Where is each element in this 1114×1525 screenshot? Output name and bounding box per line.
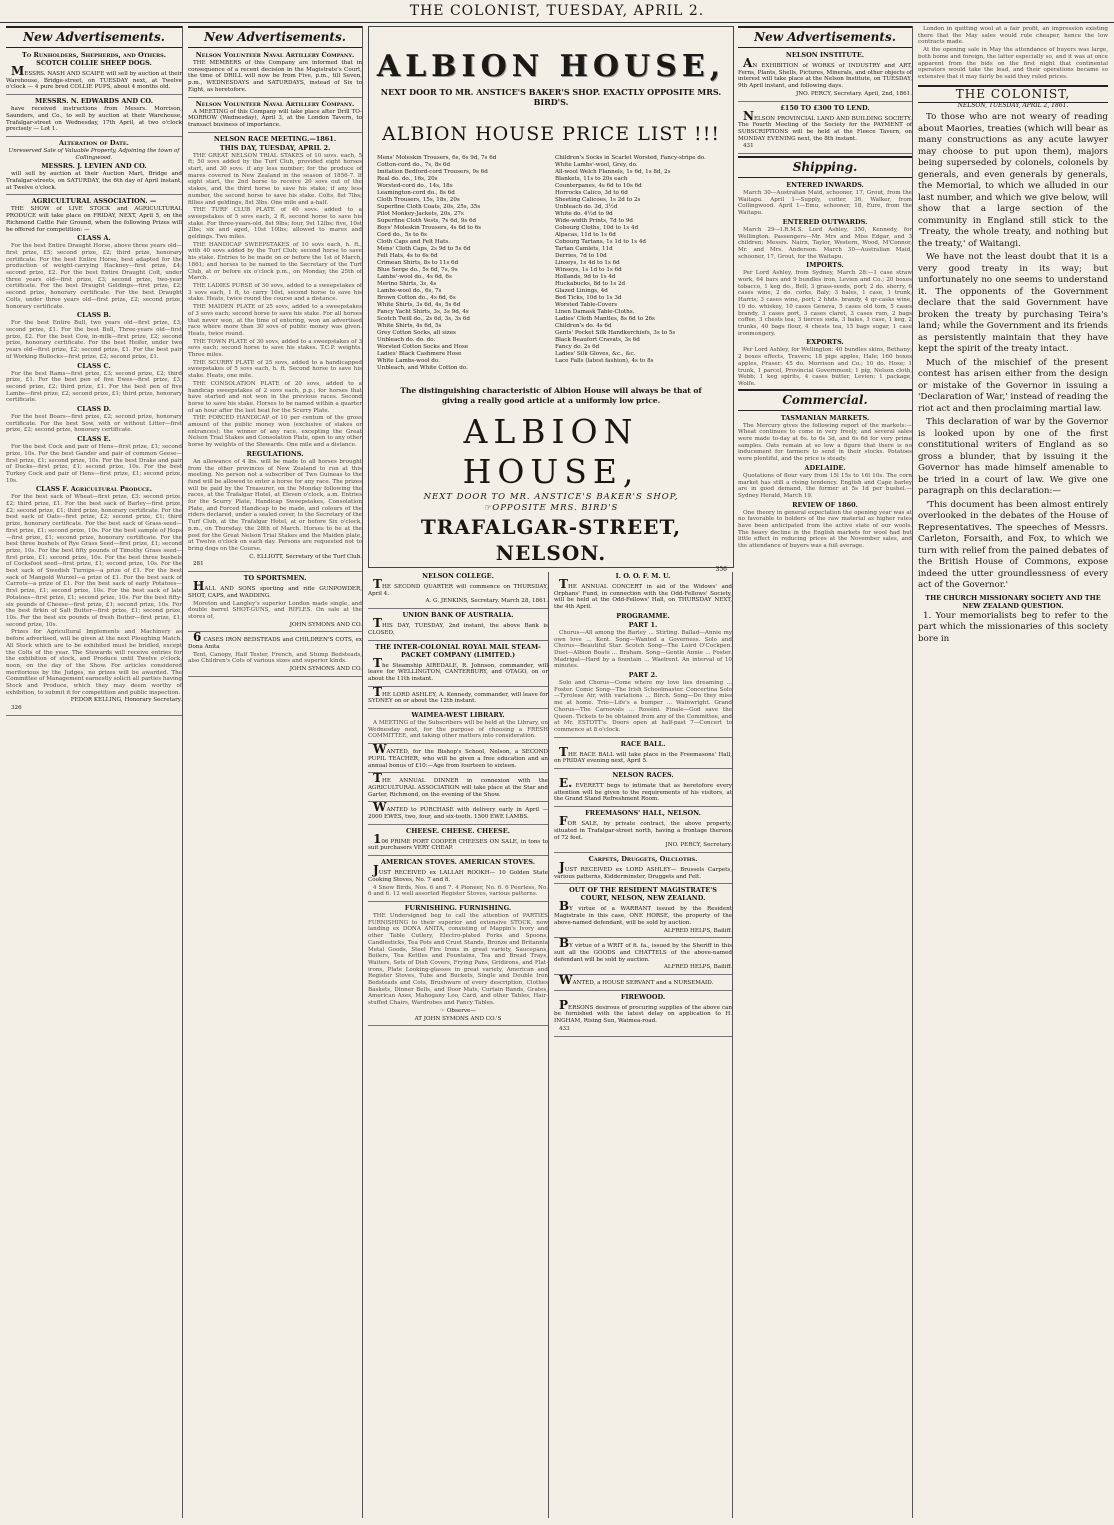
signature: ALFRED HELPS, Bailiff. <box>663 927 732 934</box>
price-list-item: Worsted Table-Covers <box>555 302 618 308</box>
signature: A. G. JENKINS, Secretary. March 28, 1861. <box>425 598 548 605</box>
race-ball-ad <box>554 740 732 769</box>
ewes-ad <box>368 800 548 824</box>
ad-heading: Nelson Volunteer Naval Artillery Company. <box>195 51 355 59</box>
filler-text: Per Lord Ashley, from Sydney, March 28:—1 case straw work, 64 bars and 9 bundles iron, Levien and Co.; 20 boxes tobacco, 1 keg do., Bell; 3 grass-seeds, port; 2 do. sherry, 6 cases wine, 2 do. corks, Baly; 3 bales, 1 case, 1 trunk, Harris; 3 cases wine, port; 2 hhds. brandy, 4 qr-casks wine, 10 do. whiskey, 10 cases Geneva, 5 cases old tom, 5 cases brandy, 3 cases port, 3 cases claret, 3 cases rum, 2 bags coffee, 3 chests tea; 3 tierces soda, 3 bales, 1 case, 1 keg, 2 trunks, 40 bags flour, 4 chests tea, 15 bags sugar, 1 case ironmongery. <box>738 270 912 337</box>
price-list-item: Cobourg Tartans, 1s 1d to 1s 4d <box>555 239 647 245</box>
ad-heading: Alteration of Date. <box>59 138 129 147</box>
pointing-hand-icon: ☞ <box>483 503 493 513</box>
filler-text: Moreton and Langley's superior London made single, and double barrel SHOT-GUNS, and RIFLES. On sale at the stores of, <box>188 600 362 620</box>
ad-body: NELSON PROVINCIAL LAND AND BUILDING SOCIETY. The Fourth Meeting of the Society for the PAYMENT of SUBSCRIPTIONS will be held at the Fleece Tavern, on MONDAY EVENING next, the 8th instant. <box>738 108 912 142</box>
part-heading: PART 2. <box>628 671 658 680</box>
price-list-item: Glazed Linings, 4d <box>555 288 608 294</box>
observe-note: ☞ Observe— <box>440 1007 476 1014</box>
imports-heading: IMPORTS. <box>806 261 844 270</box>
filler-text: THE TURF CLUB PLATE of 40 sovs. added to a sweepstakes of 5 sovs each, 2 ft, second horse to save his stake. For three-years-old, 8st 9lbs; four, 9st 12lbs; five, 10st 2lbs; six and aged, 10st 10lbs; allowed to mares and geldings. Two miles. <box>188 207 362 241</box>
signature: ALFRED HELPS, Bailiff. <box>663 964 732 971</box>
ad-body: E. EVERETT begs to intimate that as heretofore every attention will be given to the requirements of his visitors, at the Grand Stand Refreshment Room. <box>554 776 732 803</box>
price-list-item: Alpacas, 11d to 1s 6d <box>555 232 616 238</box>
commercial-header: Commercial. <box>738 389 912 411</box>
filler-text: A MEETING of the Subscribers will be held at the Library, on Wednesday next, for the purpose of choosing a FRESH COMMITTEE, and taking other matters into consideration. <box>368 720 548 740</box>
albion-street: TRAFALGAR-STREET, NELSON. <box>420 515 682 565</box>
nelson-races-ad <box>554 771 732 807</box>
signature: FEDOR KELLING, Honorary Secretary. <box>70 697 182 704</box>
price-list-item: Fancy Yacht Shirts, 3s, 3s 9d, 4s <box>377 309 469 315</box>
ad-number: 431 <box>743 143 754 150</box>
price-list-item: Mens' Cloth Caps, 2s 9d to 5s 6d <box>377 246 471 252</box>
ad-body: JUST RECEIVED ex LALLAH ROOKH— 10 Golden State Cooking Stoves, No. 7 and 8. <box>368 863 548 883</box>
ad-body: PERSONS desirous of procuring supplies of the above can be furnished with the latest delay on application to H. INGHAM, Rising Sun, Waimea-road. <box>554 997 732 1025</box>
editorial-paragraph: This declaration of war by the Governor is looked upon by one of the first constitutional writers of England as so gross a blunder, that by issuing it the Governor has made himself amenable to be tried in a court of law. We give one paragraph on this declaration:— <box>918 417 1108 497</box>
price-list-item: Blankets, 11s to 20s each <box>555 176 628 182</box>
ad-body: THE ANNUAL DINNER in connexion with the AGRICULTURAL ASSOCIATION will take place at the Star and Garter, Richmond, on the evening of the Show. <box>368 771 548 798</box>
price-list-item: Brown Cotton do., 4s 6d, 6s <box>377 295 456 301</box>
filler-text: For the best Entire Draught Horse, above three years old—first prize, £5; second prize, £2; third prize, honorary certificate. For the best Entire Horse, best adapted for the production of weight-carrying Hackney—first prize, £4; second prize, £2. For the best Entire Draught Colt, under three years old—first prize, £3; second prize, two-year certificate. For the best Draught Geldings—first prize, £2; second prize, honorary certificate. For the best Draught Colts, under three years old—first prize, £2; second prize, honorary certificate. <box>6 243 182 310</box>
filler-text: Prizes for Agricultural Implements and Machinery as before advertised, will be given at the next Ploughing Match. All Stock which are to be exhibited must be bridled, except the Colts of the year. The Stewards will receive entries for the exhibition of stock, and Produce until Twelve o'clock, noon, on the day of the Show. For articles considered meritorious by the Judges, no prizes will be awarded. The Committee of Management earnestly solicit all parties having Stock and Produce, which they may deem worthy of exhibition, to submit it for competition and public inspection. <box>6 629 182 696</box>
filler-text: For the best sack of Wheat—first prize, £3; second prize, £2; third prize, £1. For the best sack of Barley—first prize, £2; second prize, £1; third prize, honorary certificate. For the best sack of Oats—first prize, £2; second prize, £1; third prize, honorary certificate. For the best sack of Grass-seed—first prize, £1; second prize, 10s. For the best sample of Hops—first prize, £1; second prize, honorary certificate. For the best three bushels of Rye Grass Seed—first prize, £1; second prize, 10s. For the best fifty pounds of Timothy Grass seed—first prize, £1; second prize, 10s. For the best three bushels of Cocksfoot seed—first prize, £1; second prize, 10s. For the best sack of Swedish Turnips—a prize of £1. For the best sack of Mangold Wurzel—a prize of £1. For the best sack of Carrots—a prize of £1. For the best sack of early Potatoes—first prize, £1; second prize, 10s. For the best sack of late Potatoes—first prize, £1; second prize, 10s. For the best fifty-six pounds of Cheese—first prize, £1; second prize, 10s. For the best firkin of Salt Butter—first prize, £1; second prize, 10s. For the best six pounds of fresh Butter—first prize, £1; second prize, 10s. <box>6 494 182 628</box>
signature: JOHN SYMONS AND CO. <box>289 621 362 628</box>
loan-ad <box>738 104 912 155</box>
price-list-item: Lace Falls (latest fashion), 4s to 8s <box>555 358 654 364</box>
furnishing-ad <box>368 904 548 1026</box>
steam-packet-ad <box>368 643 548 687</box>
shipping-header: Shipping. <box>738 156 912 178</box>
ad-body: THE RACE BALL will take place in the Freemasons' Hall, on FRIDAY evening next, April 5. <box>554 744 732 765</box>
price-list-item: Lambs-wool do., 6s, 7s <box>377 288 442 294</box>
writ-ad <box>554 936 732 975</box>
price-list-item: White do. 4½d to 9d <box>555 211 613 217</box>
signature: JNO. PERCY, Secretary. April, 2nd, 1861. <box>795 90 912 97</box>
class-heading: CLASS B. <box>76 311 112 320</box>
price-list-item: Bed Ticks, 10d to 1s 3d <box>555 295 622 301</box>
ad-heading: AGRICULTURAL ASSOCIATION. — <box>31 197 157 206</box>
column-5 <box>738 26 913 1518</box>
filler-text: THE GREAT NELSON TRIAL STAKES of 10 sovs. each, 5 ft; 50 sovs added by the Turf Club, provided eight horses start, and 30 sovs. if any less number; for the produce of mares covered in New Zealand in the season of 1856-7. If eight start, the 2nd horse to receive 20 sovs out of the stakes, and the third horse to save his stake; if any less number, the second horse to save his stake. Colts, 8st 7lbs; fillies and geldings, 8st 3lbs. One mile and a-half. <box>188 152 362 206</box>
sportsmen-ad <box>188 574 362 632</box>
price-list-item: Derries, 7d to 10d <box>555 253 607 259</box>
regulations-heading: REGULATIONS. <box>246 449 304 458</box>
ad-heading: OUT OF THE RESIDENT MAGISTRATE'S COURT, NELSON, NEW ZEALAND. <box>569 886 717 903</box>
price-list-item: Cloth Trousers, 15s, 18s, 20s <box>377 197 460 203</box>
institute-ad <box>738 51 912 102</box>
filler-text: For the best Cock and pair of Hens—first prize, £1; second prize, 10s. For the best Gander and pair of common Geese—first prize, £1; second prize, 10s. For the best Drake and pair of Ducks—first prize, £1; second prize, 10s. For the best Turkey Cock and pair of Hens—first prize, £1; second prize, 10s. <box>6 444 182 484</box>
price-list-item: Worsted-cord do., 14s, 18s <box>377 183 453 189</box>
column-1 <box>6 26 183 1518</box>
court-ad <box>554 886 732 938</box>
price-list-left <box>377 155 547 372</box>
ad-body: WANTED to PURCHASE with delivery early in April — 2000 EWES, two, four, and six-tooth. 1500 EWE LAMBS. <box>368 800 548 821</box>
pointing-hand-icon: ☞ <box>440 1007 446 1014</box>
tasmanian-heading: TASMANIAN MARKETS. <box>780 413 870 422</box>
ad-number: 356 <box>715 566 727 573</box>
filler-text: 4 Snow Birds, Nos. 6 and 7. 4 Pioneer, No. 6. 6 Peerless, No. 6 and 6. 12 well assorted Register Stoves, various patterns. <box>368 884 548 898</box>
naval-drill-ad <box>188 51 362 98</box>
price-list-item: Black Beaufort Cravats, 3s 6d <box>555 337 640 343</box>
stoves-ad <box>368 858 548 902</box>
ad-body: WANTED, for the Bishop's School, Nelson, a SECOND PUPIL TEACHER, who will be given a free education and an annual bonus of £10:—Age from fourteen to sixteen. <box>368 742 548 769</box>
albion-location: NEXT DOOR TO MR. ANSTICE'S BAKER'S SHOP. EXACTLY OPPOSITE MRS. BIRD'S. <box>380 87 722 107</box>
ad-heading: RACE BALL. <box>620 739 666 748</box>
price-list-item: Pilot Monkey-Jackets, 20s, 27s <box>377 211 464 217</box>
price-list-item: Wide-width Prints, 7d to 9d <box>555 218 633 224</box>
ad-heading: NELSON RACES. <box>612 771 674 780</box>
ad-heading: NELSON COLLEGE. <box>422 572 494 580</box>
price-list-item: Horrocks Calico, 3d to 6d <box>555 190 628 196</box>
price-list-item: Leamington-cord do., 8s 6d <box>377 190 455 196</box>
price-list-item: Cobourg Cloths, 10d to 1s 4d <box>555 225 639 231</box>
filler-text: The Mercury gives the following report of the markets:— Wheat continues to come in very freely, and several sales were made to-day at 6s. to 6s 3d, and 6s 6d for very prime samples. Oats remain at so low a figure that there is no inducement for farmers to send in their stocks. Potatoes were plentiful, and the price is steady. <box>738 422 912 463</box>
ad-heading: MESSRS. J. LEVIEN AND CO. <box>41 162 147 171</box>
bedsteads-ad <box>188 630 362 677</box>
filler-text: March 29—I.R.M.S. Lord Ashley, 350, Kennedy, for Wellington. Passengers—Mr. Mrs and Miss Edgar, and 3 children; Messrs. Nairn, Taylor, Western, Wood, M'Connor, Mr. and Mrs. Anderson. March 30—Australian Maid, schooner, 17, Grout, for the Waitapu. <box>738 226 912 260</box>
ad-body: THE LORD ASHLEY, A. Kennedy, commander, will leave for SYDNEY on or about the 12th instant. <box>368 684 548 705</box>
ad-body: 6 CASES IRON BEDSTEADS and CHILDREN'S COTS, ex Dona Anita <box>188 630 362 651</box>
ad-heading: I. O. O. F. M. U. <box>615 572 671 580</box>
ad-body: FOR SALE, by private contract, the above property, situated in Trafalgar-street north, having a frontage thereon of 72 feet. <box>554 814 732 841</box>
price-list-item: Tartan Camlets, 11d <box>555 246 613 252</box>
review-heading: REVIEW OF 1860. <box>792 500 858 509</box>
price-list-item: Children's do. 4s 6d <box>555 323 612 329</box>
filler-text: For the best Rams—first prize, £3; second prize, £2; third prize, £1. For the best pen of five Ewes—first prize, £3; second prize, £2; third prize, £1. For the best pen of five Lambs—first prize, £2; second prize, £1; third prize, honorary certificate. <box>6 370 182 404</box>
filler-text: Chorus—All among the Barley ... Stirling. Ballad—Annie my own love ... Kent. Song—Wanted a Governess. Solo and Chorus—Beautiful Star. Scotch Song—The Laird O'Cockpen. Duet—Albion Boats ... Braham. Song—Gentle Annie ... Foster. Madrigal—Hard by a fountain ... Waelrent. An interval of 10 minutes. <box>554 629 732 670</box>
intro-text: London in quitting wool at a fair profit, an impression existing there that the May sales would rule cheaper, hence the low contracts made. <box>918 26 1108 46</box>
exports-heading: EXPORTS. <box>806 338 844 347</box>
concert-ad <box>554 572 732 738</box>
price-list-item: Cotton-cord do., 7s, 8s 6d <box>377 162 451 168</box>
memorial-heading: THE CHURCH MISSIONARY SOCIETY AND THE NEW ZEALAND QUESTION. <box>925 593 1101 610</box>
price-list-item: White Shirts, 3s 6d, 4s, 5s 6d <box>377 302 461 308</box>
ad-body: BY virtue of a WARRANT issued by the Resident Magistrate in this case, ONE HORSE, the property of the above-named defendant, will be sold by auction. <box>554 899 732 926</box>
price-list-item: Mens' Moleskin Trousers, 6s, 6s 9d, 7s 6d <box>377 155 497 161</box>
collie-dogs-ad <box>6 51 182 95</box>
price-list-item: Scotch Twill do., 2s 6d, 3s, 3s 6d <box>377 316 470 322</box>
lord-ashley-ad <box>368 684 548 709</box>
cheese-ad <box>368 827 548 856</box>
agricultural-ad <box>6 197 182 715</box>
price-list-item: Cord do., 5s to 6s <box>377 232 427 238</box>
firewood-ad <box>554 993 732 1037</box>
filler-text: Per Lord Ashley, for Wellington: 40 bundles skins, Bethany; 2 boxes effects, Travers; 18 pigs apples, Hale; 160 boxes apples, Fraser; 45 do. Morrison and Co.; 10 do. Hose; 1 trunk, 1 parcel, Provincial Government; 1 pig, Nelson cloth, Webb; 1 keg spirits, 4 cases butter, Levien; 1 package, Wolfe. <box>738 347 912 387</box>
ad-body: THE MEMBERS of this Company are informed that in consequence of a recent decision in the Magistrate's Court, the time of DRILL will now be from Five, p.m., till Seven, p.m., WEDNESDAYS and SATURDAYS, instead of Six to Eight, as heretofore. <box>188 60 362 93</box>
price-list-item: Imitation Bedford-cord Trousers, 9s 6d <box>377 169 488 175</box>
price-list-item: Hollands, 9d to 1s 4d <box>555 274 616 280</box>
signature: AT JOHN SYMONS AND CO.'S <box>414 1015 502 1022</box>
ad-number: 433 <box>559 1025 570 1032</box>
price-list-item: Merino Shirts, 3s, 4s <box>377 281 437 287</box>
albion-house-ad <box>368 26 734 573</box>
ad-body: The Steamship AIREDALE, R. Johnson, commander, will leave for WELLINGTON, CANTERBURY, and OTAGO, on or about the 11th instant. <box>368 655 548 682</box>
programme-heading: PROGRAMME. <box>616 611 670 620</box>
ad-heading: FREEMASONS' HALL, NELSON. <box>585 809 701 818</box>
signature: JOHN SYMONS AND CO. <box>289 666 362 673</box>
new-ads-header: New Advertisements. <box>738 26 912 48</box>
carpets-ad <box>554 855 732 884</box>
levien-ad <box>6 139 182 196</box>
filler-text: THE LADIES PURSE of 30 sovs, added to a sweepstakes of 3 sovs each, 1 ft, to carry 10st, second horse to save his stake. Heats, twice round the course and a distance. <box>188 282 362 303</box>
price-list-item: White Lambs-wool do. <box>377 358 440 364</box>
memorial-body: 1. Your memorialists beg to refer to the part which the missionaries of this society bore in <box>918 610 1108 644</box>
price-list-item: Unbleach do. 3d, 3½d <box>555 204 618 210</box>
filler-text: THE FORCED HANDICAP of 10 per centum of the gross amount of the public money won (exclusive of stakes or entrances); the winner of any race, excepting the Great Nelson Trial Stakes and Consolation Plate, open to any other horse by weights of the Stewards. One mile and a distance. <box>188 415 362 449</box>
filler-text: THE CONSOLATION PLATE of 20 sovs, added to a handicap sweepstakes of 2 sovs each, p.p.; for horses that have started and not won in the previous races. Second horse to save his stake. Horses to be named within a quarter of an hour after the last heat for the Scurry Plate. <box>188 380 362 414</box>
price-list-item: Fancy do. 2s 6d <box>555 344 600 350</box>
price-list-item: Winseys, 1s 1d to 1s 6d <box>555 267 622 273</box>
column-4 <box>554 572 733 1518</box>
price-list-title: ALBION HOUSE PRICE LIST !!! <box>382 123 720 145</box>
servant-ad <box>554 973 732 991</box>
ad-heading: FURNISHING. FURNISHING. <box>404 903 512 912</box>
ad-heading: NELSON INSTITUTE. <box>785 51 865 59</box>
filler-text: THE MAIDEN PLATE of 25 sovs, added to a sweepstakes of 3 sovs each; second horse to save his stake. For all horses that never won, at the time of entering, won an advertised race where more than 30 sovs of public money was given. Heats, twice round. <box>188 304 362 337</box>
filler-text: An allowance of 4 lbs. will be made to all horses brought from the other provinces of New Zealand to run at this meeting. No person not a subscriber of Two Guineas to the fund will be allowed to enter a horse for any race. The prizes will be paid by the Treasurer, on the Monday following the races, at the Trafalgar Hotel, at Eleven o'clock, a.m. Entries for the Scurry Plate, Handicap Sweepstakes, Consolation Plate, and Forced Handicap to be made, and colours of the riders declared, under a sealed cover, to the Secretary of the Turf Club, at the Trafalgar Hotel, at or before Six o'clock, p.m., on Thursday, the 28th of March. Horses to be at the post for the Great Nelson Trial Stakes and the Maiden plate, at Twelve o'clock on each day. Persons are requested not to bring dogs on the Course. <box>188 458 362 552</box>
editorial-paragraph: We have not the least doubt that it is a very good treaty in its way; but unfortunately no one seems to understand it. The opponents of the Government declare that the said Government have broken the treaty by purchasing Teira's land; while the Government and its friends as persistently maintain that they have kept the spirit of the treaty intact. <box>918 252 1108 355</box>
albion-name-large: ALBION HOUSE, <box>462 412 640 491</box>
signature: JNO. PERCY, Secretary. <box>665 842 732 849</box>
price-list-right <box>555 155 725 372</box>
column-6 <box>918 26 1108 1518</box>
ad-body: A MEETING of this Company will take place after Drill TO-MORROW (Wednesday), April 3, at the London Tavern, to transact business of importance. <box>188 108 362 128</box>
price-list-item: Huckabucks, 8d to 1s 2d <box>555 281 626 287</box>
filler-text: One theory in general expectation the opening year was at no favorable to holders of the raw material as higher rates have been anticipated from the active state of our wools. The heavy decline in the English markets for wool had but little effect in reducing prices at the November sales, and the attendance of buyers was a full average. <box>738 509 912 550</box>
price-list-item: Counterpanes, 4s 6d to 10s 6d <box>555 183 642 189</box>
ad-body: will sell by auction at their Auction Mart, Bridge and Trafalgar-streets, on SATURDAY, the 6th day of April instant, at Twelve o'clock. <box>6 171 182 191</box>
ad-heading: FIREWOOD. <box>620 992 666 1001</box>
edwards-ad <box>6 97 182 137</box>
albion-tagline: The distinguishing characteristic of Albion House will always be that of giving a really good article at a uniformly low price. <box>400 386 702 405</box>
filler-text: THE TOWN PLATE of 30 sovs, added to a sweepstakes of 3 sovs each; second horse to save his stakes. T.C.P. weights. Three miles. <box>188 338 362 359</box>
column-2 <box>188 26 363 1518</box>
price-list-item: Unbleach do. do. do. <box>377 337 436 343</box>
price-list-item: Cloth Caps and Felt Hats. <box>377 239 451 245</box>
ad-number: 326 <box>11 705 22 712</box>
ad-body: BY virtue of a WRIT of fi. fa., issued by the Sheriff in this suit all the GOODS and CHATTELS of the above-named defendant will be sold by auction. <box>554 936 732 963</box>
price-list-item: Ladies' Black Cashmere Hose <box>377 351 462 357</box>
dinner-ad <box>368 771 548 802</box>
adelaide-heading: ADELAIDE. <box>804 463 846 472</box>
filler-text: Tent, Canopy, Half Tester, French, and Stump Bedsteads, also Children's Cots of various sizes and superior kinds. <box>188 651 362 665</box>
naval-meeting-ad <box>188 100 362 133</box>
editorial-paragraph: To those who are not weary of reading about Maories, treaties (which will bear as many constructions as any acute lawyer may choose to put upon them), majors being superseded by colonels, colonels by generals, and even generals by generals, the Memorial, to which we alluded in our last number, and which we give below, will show that a large section of the community in England still stick to the 'Treaty, the whole treaty, and nothing but the treaty,' of Waitangi. <box>918 112 1108 249</box>
class-heading: CLASS A. <box>77 234 111 243</box>
editorial-paragraph: 'This document has been almost entirely overlooked in the debates of the House of Representatives. The speeches of Messrs. Carleton, Forsaith, and Fox, to which we turn with relief from the pained debates of the British House of Commons, expose indeed the utter groundlessness of every act of the Governor.' <box>918 499 1108 591</box>
new-ads-header: New Advertisements. <box>188 26 362 48</box>
ad-heading: CHEESE. CHEESE. CHEESE. <box>406 826 510 835</box>
ad-heading: To Runholders, Shepherds, and Others. SCOTCH COLLIE SHEEP DOGS. <box>22 51 166 67</box>
ad-body: THE SHOW of LIVE STOCK and AGRICULTURAL PRODUCE will take place on FRIDAY, NEXT, April 5, on the Richmond Cattle Fair Ground, when the following Prizes will be offered for competition: — <box>6 206 182 233</box>
library-ad <box>368 711 548 744</box>
college-ad <box>368 572 548 609</box>
filler-text: THE Undersigned beg to call the attention of PARTIES FURNISHING to their superior and extensive STOCK, now landing ex DONA ANITA, consisting of Mappin's Ivory and other Table Cutlery, Electro-plated Forks and Spoons, Candlesticks, Tea Pots and Cruet Stands, Bronze and Britannia Metal Goods, Steel Fire Irons in great variety, Saucepans, Boilers, Tea Kettles and Fountains, Tea and Bread Trays, Waiters, Sets of Dish Covers, Frying Pans, Gridirons, and Flat-irons, Plate Looking-glasses in great variety, American and Register Stoves, Tubs and Buckets, Single and Double Iron Bedsteads and Cots, Brushware of every description, Clothes Baskets, Dinner Bells, and Door Mats, Curtain Bands, Grates, American Axes, Mahogany Loo, Card, and other Tables, Hair-stuffed Chairs, Wardrobes and Fancy Tables. <box>368 912 548 1007</box>
albion-opposite <box>369 503 733 514</box>
albion-logo: ALBION HOUSE, <box>376 49 726 84</box>
ad-heading: THE INTER-COLONIAL ROYAL MAIL STEAM-PACKET COMPANY (LIMITED.) <box>375 642 541 659</box>
filler-text: For the best Entire Bull, two years old—first prize, £3; second prize, £1. For the best Bull, Three-years old—first prize, £2. For the best Cow, in-milk—first prize, £2; second prize, honorary certificate. For the best Heifer, under two years old—first prize, £2; second prize, £1. For the best pair of Working Bullocks—first prize, £2; second prize, £1. <box>6 320 182 360</box>
albion-next-door: NEXT DOOR TO MR. ANSTICE'S BAKER'S SHOP, <box>423 492 679 502</box>
filler-text: THE HANDICAP SWEEPSTAKES of 10 sovs each, h. ft., with 40 sovs added by the Turf Club; second horse to save his stake. Entries to be made on or before the 1st of March, 1861; and horses to be named to the Secretary of the Turf Club, at or before six o'clock p.m., on Monday, the 25th of March. <box>188 241 362 282</box>
filler-text: March 30—Australian Maid, schooner, 17, Grout, from the Waitapu. April 1—Supply, cutter, 36, Walker, from Collingwood. April 1—Emu, schooner, 18, Eure, from the Waitapu. <box>738 190 912 217</box>
price-list-item: Gents' Pocket Silk Handkerchiefs, 3s to 5s <box>555 330 676 336</box>
part-heading: PART 1. <box>628 620 658 629</box>
signature: C. ELLIOTT, Secretary of the Turf Club. <box>249 553 362 560</box>
price-list-item: Ladies' Silk Gloves, &c., &c. <box>555 351 636 357</box>
price-list-item: Superfine Cloth Vests, 7s 6d, 9s 6d <box>377 218 477 224</box>
editorial-body <box>918 112 1108 592</box>
price-list-item: Real do. do., 16s, 20s <box>377 176 438 182</box>
opposite-text: OPPOSITE MRS. BIRD'S <box>492 503 619 513</box>
class-heading: CLASS C. <box>77 361 111 370</box>
ad-body: JUST RECEIVED ex LORD ASHLEY— Brussels Carpets, various patterns, Kidderminster, Druggets and Felt. <box>554 859 732 880</box>
price-list-item: Crimean Shirts, 8s to 11s 6d <box>377 260 459 266</box>
ad-heading: WAIMEA-WEST LIBRARY. <box>411 711 505 720</box>
price-list-item: Sheeting Calicoes, 1s 2d to 2s <box>555 197 641 203</box>
price-list-item: Felt Hats, 4s to 6s 6d <box>377 253 438 259</box>
editorial-paragraph: Much of the mischief of the present contest has arisen either from the design or mistake of the Governor in issuing a 'Declaration of War,' instead of reading the riot act and then proclaiming martial law. <box>918 357 1108 414</box>
ad-heading: UNION BANK OF AUSTRALIA. <box>402 611 514 620</box>
price-list-item: White Shirts, 4s 6d, 5s <box>377 323 442 329</box>
ad-heading: AMERICAN STOVES. AMERICAN STOVES. <box>381 858 535 867</box>
price-list-item: White Lambs'-wool, Grey, do. <box>555 162 638 168</box>
price-list-item: Lambs'-wool do., 4s 6d, 6s <box>377 274 452 280</box>
ad-heading: NELSON RACE MEETING.—1861. <box>213 134 337 143</box>
entered-inwards-heading: ENTERED INWARDS. <box>786 181 864 190</box>
ad-body: 106 PRIME PORT COOPER CHEESES ON SALE, in tons to suit purchasers VERY CHEAP. <box>368 831 548 852</box>
ad-body: THIS DAY, TUESDAY, 2nd instant, the above Bank is CLOSED. <box>368 616 548 636</box>
price-list-item: All-wool Welch Flannels, 1s 6d, 1s 8d, 2s <box>555 169 671 175</box>
filler-text: For the best Boars—first prize, £2; second prize, honorary certificate. For the best Sow, with or without Litter—first prize, £2; second prize, honorary certificate. <box>6 414 182 434</box>
price-list-item: Linen Damask Table-Cloths. <box>555 309 635 315</box>
ad-number: 281 <box>193 561 204 568</box>
ad-heading: Nelson Volunteer Naval Artillery Company. <box>195 99 355 108</box>
class-heading: CLASS D. <box>77 405 111 414</box>
filler-text: Solo and Chorus—Come where my love lies dreaming ... Foster. Comic Song—The Irish Schoolmaster. Concertina Solo—Tyrolese Air, with variations ... Birch. Song—Do they miss me at home. Trio—Life's a bumper ... Wainwright. Grand Chorus—The Carnovals ... Rossini. Finale—God save the Queen. Tickets to be obtained from any of the Committee, and at Mr. ESTOTT's. Doors open at half-past 7—Concert to commence at 8 o'clock. <box>554 680 732 733</box>
ad-body: WANTED, a HOUSE SERVANT and a NURSEMAID. <box>559 973 714 988</box>
column-3 <box>368 572 549 1518</box>
price-list-item: Children's Socks in Scarlet Worsted, Fancy-stripe do. <box>555 155 706 161</box>
price-list-item: Worsted Cotton Socks and Hose <box>377 344 469 350</box>
ad-body: have received instructions from Messrs. Morrison, Saunders, and Co., to sell by auction at their Warehouse, Trafalgar-street on Wednesday, 17th April, at two o'clock precisely — Lot 1. <box>6 106 182 133</box>
ad-body: AN EXHIBITION of WORKS of INDUSTRY and ART, Ferns, Plants, Shells, Pictures, Minerals, and other objects of interest will take place at the Nelson Institute, on TUESDAY, 9th April instant, and following days. <box>738 56 912 90</box>
ad-subheading: THIS DAY, TUESDAY, APRIL 2. <box>219 143 331 152</box>
new-ads-header: New Advertisements. <box>6 26 182 48</box>
price-list-item: Grey Cotton Socks, all sizes <box>377 330 456 336</box>
masthead: THE COLONIST, TUESDAY, APRIL 2. <box>0 0 1114 23</box>
ad-body: THE SECOND QUARTER will commence on THURSDAY, April 4. <box>368 577 548 597</box>
filler-text: Quotations of flour vary from 15l 15s to 16l 10s. The corn market has still a rising tendency. English and Cape barley are in good demand, the former at 5s 1d per bushel.—Sydney Herald, March 19. <box>738 472 912 499</box>
filler-text: At the opening sale in May the attendance of buyers was large, both home and foreign, the latter especially so, and it was at once apparent from the bids on the first night that continental operators would take the lead, and their operations became so extensive that it may fairly be said they ruled prices. <box>918 47 1108 80</box>
price-list-item: Linseys, 1s 4d to 1s 6d <box>555 260 620 266</box>
bishop-school-ad <box>368 742 548 773</box>
price-list-item: Boys' Moleskin Trousers, 4s 6d to 6s <box>377 225 482 231</box>
ad-heading: TO SPORTSMEN. <box>243 574 307 583</box>
price-list-item: Blue Serge do., 5s 6d, 7s, 9s <box>377 267 458 273</box>
editorial-dateline: NELSON, TUESDAY, APRIL 2, 1861. <box>957 101 1069 109</box>
price-list-item: Unbleach, and White Cotton do. <box>377 365 468 371</box>
price-list-item: Ladies' Cloth Mantles, 8s 6d to 26s <box>555 316 655 322</box>
freemasons-ad <box>554 809 732 853</box>
ad-heading: Carpets, Druggets, Oilcloths. <box>588 854 698 863</box>
ad-subheading: Unreserved Sale of Valuable Property, Adjoining the town of Collingwood. <box>8 147 180 161</box>
price-list-item: Superfine Cloth Coats, 20s, 25s, 35s <box>377 204 481 210</box>
ad-body: HALL AND SONS sporting and rifle GUNPOWDER, SHOT, CAPS, and WADDING. <box>188 579 362 599</box>
ad-heading: £150 TO £300 TO LEND. <box>780 103 870 112</box>
ad-heading: MESSRS. N. EDWARDS AND CO. <box>35 97 153 106</box>
ad-body: MESSRS. NASH AND SCAIFE will sell by auction at their Warehouse, Bridge-street, on TUESDAY next, at Twelve o'clock — 4 pure bred COLLIE PUPS, about 4 months old. <box>6 64 182 91</box>
ad-body: THE ANNUAL CONCERT in aid of the Widows' and Orphans' Fund, in connection with the Odd-Fellows' Society, will be held at the Odd-Fellows' Hall, on THURSDAY NEXT, the 4th April. <box>554 577 732 611</box>
entered-outwards-heading: ENTERED OUTWARDS. <box>782 217 868 226</box>
filler-text: THE SCURRY PLATE of 25 sovs, added to a handicapped sweepstakes of 5 sovs each, h. ft. Second horse to save his stake. Heats, one mile. <box>188 359 362 380</box>
class-heading: CLASS E. <box>77 435 111 444</box>
class-heading: CLASS F. Agricultural Produce. <box>35 485 153 494</box>
price-list <box>369 155 733 372</box>
colonist-editorial-header: THE COLONIST, <box>918 85 1108 103</box>
union-bank-ad <box>368 611 548 640</box>
race-meeting-ad <box>188 135 362 572</box>
